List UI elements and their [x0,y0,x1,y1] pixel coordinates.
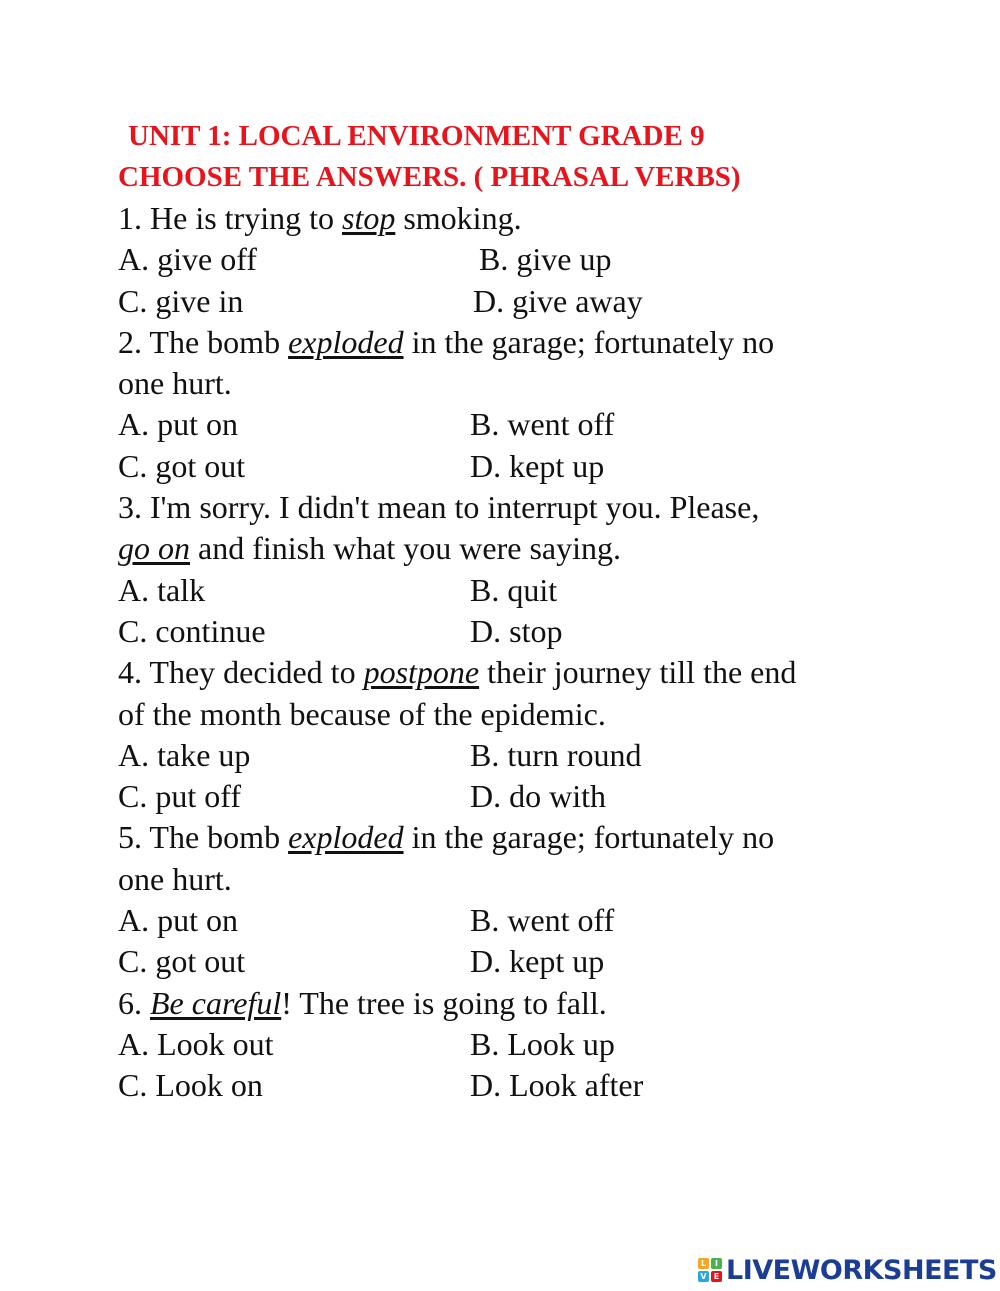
question-text-part: 1. He is trying to [118,200,342,236]
question-text-part: and finish what you were saying. [190,530,622,567]
option-a[interactable]: A. Look out [118,1025,274,1062]
options-row [118,941,918,982]
question-text-part: their journey till the end [479,654,797,691]
question-text [118,198,918,239]
liveworksheets-logo [698,1256,997,1284]
options-row [118,611,918,652]
question-5 [118,817,918,982]
question-text-continued: of the month because of the epidemic. [118,695,606,732]
question-keyword: Be careful [150,984,282,1021]
logo-block: L [698,1258,709,1269]
logo-blocks-icon [698,1258,722,1282]
worksheet-subtitle: CHOOSE THE ANSWERS. ( PHRASAL VERBS) [118,161,741,193]
option-d[interactable]: D. kept up [470,447,605,484]
question-keyword: go on [118,530,190,567]
question-text [118,983,918,1024]
option-c[interactable]: C. Look on [118,1067,263,1104]
question-keyword: stop [341,200,396,236]
option-c[interactable]: C. continue [118,612,266,649]
options-row [118,446,918,487]
question-text [118,817,918,858]
question-text-part: smoking. [395,200,522,236]
option-d[interactable]: D. stop [470,612,563,649]
option-b[interactable]: B. quit [470,571,558,608]
option-b[interactable]: B. went off [470,406,615,443]
question-text [118,652,918,693]
option-a[interactable]: A. give off [118,241,257,278]
option-c[interactable]: C. got out [118,447,246,484]
worksheet-title: UNIT 1: LOCAL ENVIRONMENT GRADE 9 [128,120,705,152]
logo-text: LIVEWORKSHEETS [726,1254,997,1286]
question-text-part: ! The tree is going to fall. [281,984,607,1021]
question-text-part: 2. The bomb [118,323,289,360]
options-row [118,1065,918,1106]
question-text-continued: one hurt. [118,365,232,402]
question-text-part: 5. The bomb [118,819,289,856]
question-text-part: 4. They decided to [118,654,364,691]
options-row [118,776,918,817]
question-6 [118,983,918,1107]
options-row [118,1024,918,1065]
options-row [118,239,918,280]
question-keyword: exploded [288,323,404,360]
question-text-part: in the garage; fortunately no [403,819,775,856]
options-row [118,735,918,776]
question-4 [118,652,918,817]
option-d[interactable]: D. kept up [470,943,605,980]
option-b[interactable]: B. went off [470,902,615,939]
question-text-part: 6. [118,984,150,1021]
option-a[interactable]: A. take up [118,736,251,773]
question-keyword: exploded [288,819,404,856]
option-c[interactable]: C. give in [118,282,244,319]
logo-block: V [698,1271,709,1282]
option-b[interactable]: B. give up [479,241,612,278]
option-c[interactable]: C. got out [118,943,246,980]
question-text-continued: one hurt. [118,860,232,897]
option-b[interactable]: B. turn round [470,736,642,773]
question-text-part: in the garage; fortunately no [403,323,775,360]
question-text: 3. I'm sorry. I didn't mean to interrupt you. Please, [118,489,760,526]
option-d[interactable]: D. Look after [470,1067,644,1104]
logo-block: E [711,1271,722,1282]
question-keyword: postpone [363,654,480,691]
options-row [118,404,918,445]
option-a[interactable]: A. talk [118,571,206,608]
options-row [118,281,918,322]
option-a[interactable]: A. put on [118,902,238,939]
question-text-continued [118,528,918,569]
question-text [118,322,918,363]
worksheet [118,116,918,1107]
question-3 [118,487,918,652]
logo-block: I [711,1258,722,1269]
options-row [118,570,918,611]
question-2 [118,322,918,487]
options-row [118,900,918,941]
option-c[interactable]: C. put off [118,778,241,815]
option-d[interactable]: D. give away [473,282,643,319]
option-b[interactable]: B. Look up [470,1025,615,1062]
option-d[interactable]: D. do with [470,778,606,815]
question-1 [118,198,918,322]
option-a[interactable]: A. put on [118,406,238,443]
